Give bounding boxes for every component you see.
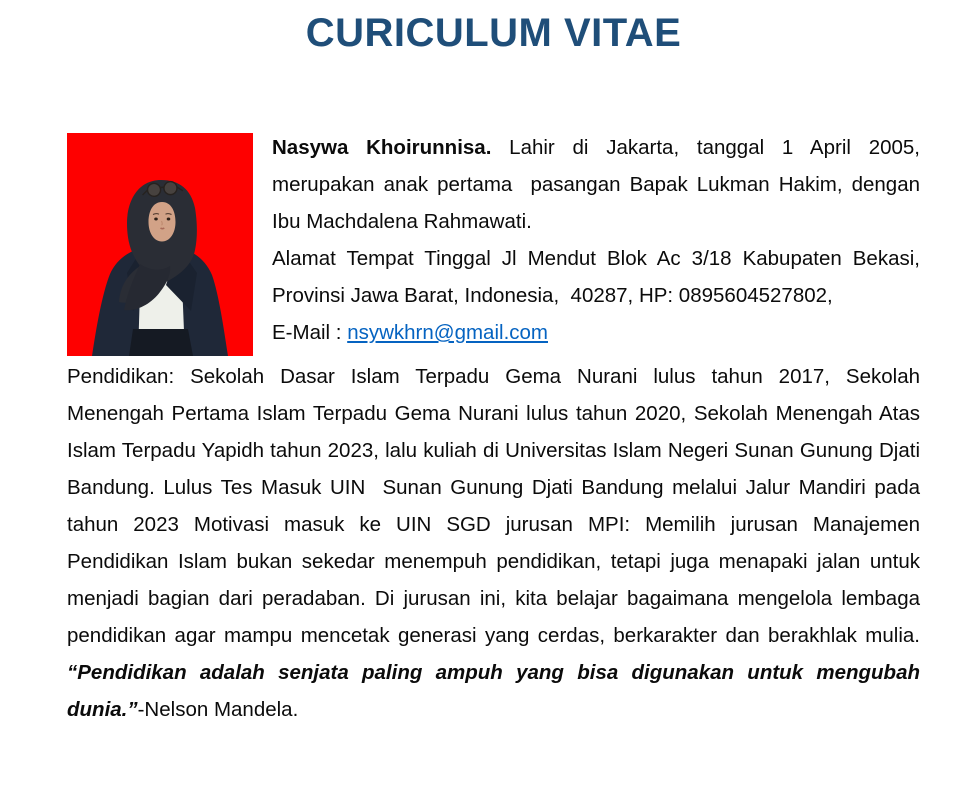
- person-name: Nasywa Khoirunnisa.: [272, 136, 492, 159]
- profile-text-column: [272, 129, 926, 351]
- bio-paragraph: [272, 129, 926, 240]
- profile-photo: [67, 133, 253, 356]
- page-title: CURICULUM VITAE: [305, 11, 682, 55]
- email-link[interactable]: nsywkhrn@gmail.com: [347, 321, 548, 344]
- address-paragraph: Alamat Tempat Tinggal Jl Mendut Blok Ac 3/18 Kabupaten Bekasi, Provinsi Jawa Barat, Indonesia, 40287, HP: 0895604527802,: [272, 247, 926, 307]
- email-line: [272, 314, 920, 351]
- quote-attribution: -Nelson Mandela.: [137, 698, 299, 721]
- portrait-photo-graphic: [67, 133, 253, 356]
- profile-section: [67, 129, 926, 356]
- email-label: E-Mail :: [272, 321, 348, 344]
- education-quote: “Pendidikan adalah senjata paling ampuh yang bisa digunakan untuk mengubah dunia.”: [67, 661, 926, 721]
- education-paragraph: [67, 358, 926, 728]
- education-text: Pendidikan: Sekolah Dasar Islam Terpadu Gema Nurani lulus tahun 2017, Sekolah Menengah Pertama Islam Terpadu Gema Nurani lulus tahun 2020, Sekolah Menengah Atas Islam Terpadu Yapidh tahun 2023, lalu kuliah di Universitas Islam Negeri Sunan Gunung Djati Bandung. Lulus Tes Masuk UIN Sunan Gunung Djati Bandung melalui Jalur Mandiri pada tahun 2023 Motivasi masuk ke UIN SGD jurusan MPI: Memilih jurusan Manajemen Pendidikan Islam bukan sekedar menempuh pendidikan, tetapi juga menapaki jalan untuk menjadi bagian dari peradaban. Di jurusan ini, kita belajar bagaimana mengelola lembaga pendidikan agar mampu mencetak generasi yang cerdas, berkarakter dan berakhlak mulia.: [67, 365, 926, 647]
- bio-text: Lahir di Jakarta, tanggal 1 April 2005, merupakan anak pertama pasangan Bapak Lukman Hakim, dengan Ibu Machdalena Rahmawati.: [272, 136, 926, 233]
